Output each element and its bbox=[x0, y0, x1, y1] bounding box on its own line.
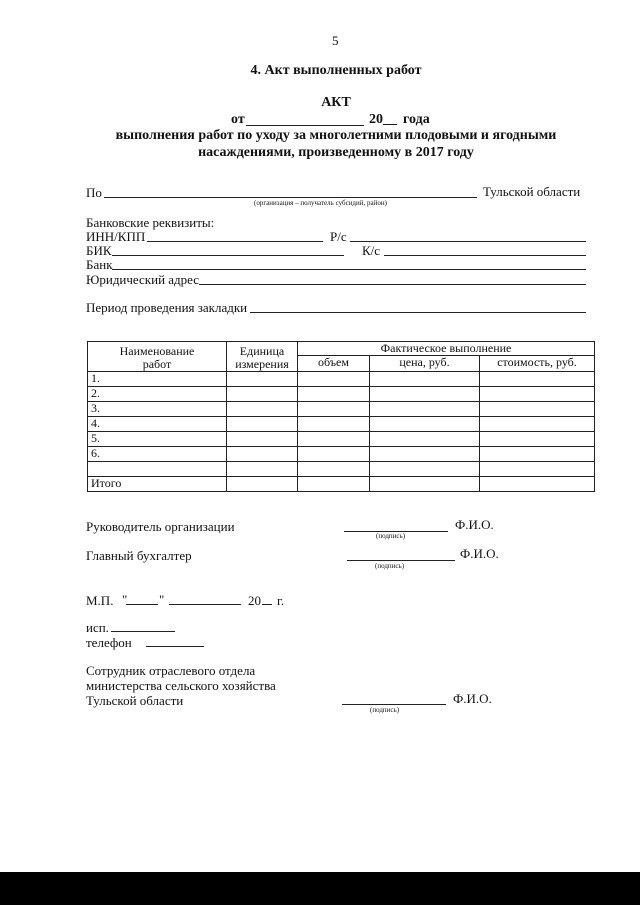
volume-cell[interactable] bbox=[298, 462, 370, 477]
col-fact-header: Фактическое выполнение bbox=[298, 342, 595, 356]
page-number: 5 bbox=[332, 33, 339, 48]
act-date-field[interactable] bbox=[246, 125, 364, 126]
act-subtitle-line2: насаждениями, произведенному в 2017 году bbox=[198, 145, 474, 160]
bik-field[interactable] bbox=[112, 255, 344, 256]
table-row bbox=[88, 372, 595, 387]
accountant-label: Главный бухгалтер bbox=[86, 548, 192, 563]
org-region: Тульской области bbox=[483, 184, 581, 199]
mp-month-field[interactable] bbox=[169, 604, 241, 605]
executor-field[interactable] bbox=[111, 631, 175, 632]
inn-label: ИНН/КПП bbox=[86, 229, 146, 244]
table-row bbox=[88, 387, 595, 402]
col-volume-header: объем bbox=[298, 356, 370, 372]
col-cost-header: стоимость, руб. bbox=[480, 356, 595, 372]
employee-fio: Ф.И.О. bbox=[453, 691, 492, 706]
cost-cell[interactable] bbox=[480, 372, 595, 387]
row-number: 1. bbox=[88, 372, 227, 387]
cost-cell[interactable] bbox=[480, 462, 595, 477]
mp-year-suffix: г. bbox=[277, 593, 285, 608]
employee-line2: министерства сельского хозяйства bbox=[86, 678, 276, 693]
head-fio: Ф.И.О. bbox=[455, 517, 494, 532]
price-cell[interactable] bbox=[370, 402, 480, 417]
table-row bbox=[88, 417, 595, 432]
ks-label: К/с bbox=[362, 243, 381, 258]
price-cell[interactable] bbox=[370, 447, 480, 462]
total-unit-cell[interactable] bbox=[227, 477, 298, 492]
volume-cell[interactable] bbox=[298, 447, 370, 462]
scan-bottom-border bbox=[0, 872, 640, 905]
cost-cell[interactable] bbox=[480, 402, 595, 417]
bank-label: Банк bbox=[86, 257, 113, 272]
address-field[interactable] bbox=[199, 284, 586, 285]
price-cell[interactable] bbox=[370, 372, 480, 387]
unit-cell[interactable] bbox=[227, 402, 298, 417]
unit-cell[interactable] bbox=[227, 387, 298, 402]
employee-sign-hint: (подпись) bbox=[370, 706, 400, 714]
row-number: 6. bbox=[88, 447, 227, 462]
unit-cell[interactable] bbox=[227, 432, 298, 447]
price-cell[interactable] bbox=[370, 462, 480, 477]
employee-line1: Сотрудник отраслевого отдела bbox=[86, 663, 256, 678]
mp-year: 20 bbox=[248, 593, 261, 608]
price-cell[interactable] bbox=[370, 417, 480, 432]
price-cell[interactable] bbox=[370, 387, 480, 402]
volume-cell[interactable] bbox=[298, 402, 370, 417]
col-name-header bbox=[88, 342, 227, 372]
total-label: Итого bbox=[88, 477, 227, 492]
executor-label: исп. bbox=[86, 620, 109, 635]
mp-quote-open: " bbox=[122, 592, 128, 607]
accountant-fio: Ф.И.О. bbox=[460, 546, 499, 561]
bank-heading: Банковские реквизиты: bbox=[86, 215, 215, 230]
row-number: 3. bbox=[88, 402, 227, 417]
volume-cell[interactable] bbox=[298, 417, 370, 432]
col-unit-header-line2: измерения bbox=[235, 357, 289, 371]
act-date-prefix: от bbox=[231, 112, 245, 127]
table-row bbox=[88, 462, 595, 477]
act-subtitle-line1: выполнения работ по уходу за многолетними плодовыми и ягодными bbox=[115, 128, 557, 143]
address-label: Юридический адрес bbox=[86, 272, 200, 287]
cost-cell[interactable] bbox=[480, 387, 595, 402]
unit-cell[interactable] bbox=[227, 462, 298, 477]
unit-cell[interactable] bbox=[227, 372, 298, 387]
bik-label: БИК bbox=[86, 243, 112, 258]
period-label: Период проведения закладки bbox=[86, 300, 248, 315]
phone-field[interactable] bbox=[146, 646, 204, 647]
accountant-sign-field[interactable] bbox=[347, 560, 455, 561]
period-field[interactable] bbox=[250, 312, 586, 313]
org-field[interactable] bbox=[104, 197, 477, 198]
org-hint: (организация – получатель субсидий, район) bbox=[254, 199, 387, 207]
volume-cell[interactable] bbox=[298, 372, 370, 387]
col-name-header-line1: Наименование bbox=[119, 344, 195, 358]
total-volume-cell[interactable] bbox=[298, 477, 370, 492]
col-name-header-line2: работ bbox=[142, 357, 172, 371]
row-number: 2. bbox=[88, 387, 227, 402]
col-unit-header-line1: Единица bbox=[239, 344, 285, 358]
table-total-row bbox=[88, 477, 595, 492]
employee-line3: Тульской области bbox=[86, 693, 184, 708]
volume-cell[interactable] bbox=[298, 432, 370, 447]
cost-cell[interactable] bbox=[480, 432, 595, 447]
table-row bbox=[88, 402, 595, 417]
price-cell[interactable] bbox=[370, 432, 480, 447]
mp-year-field[interactable] bbox=[262, 604, 272, 605]
act-date-year: 20__ bbox=[369, 112, 397, 127]
head-label: Руководитель организации bbox=[86, 519, 235, 534]
row-number: 5. bbox=[88, 432, 227, 447]
org-prefix: По bbox=[86, 185, 102, 200]
row-number bbox=[88, 462, 227, 477]
bank-field[interactable] bbox=[112, 269, 586, 270]
mp-quote-close: " bbox=[159, 592, 165, 607]
table-row bbox=[88, 432, 595, 447]
head-sign-hint: (подпись) bbox=[376, 532, 406, 540]
mp-label: М.П. bbox=[86, 593, 114, 608]
row-number: 4. bbox=[88, 417, 227, 432]
volume-cell[interactable] bbox=[298, 387, 370, 402]
act-title: АКТ bbox=[321, 95, 351, 110]
table-row bbox=[88, 447, 595, 462]
mp-day-field[interactable] bbox=[126, 604, 158, 605]
cost-cell[interactable] bbox=[480, 417, 595, 432]
col-price-header: цена, руб. bbox=[370, 356, 480, 372]
cost-cell[interactable] bbox=[480, 447, 595, 462]
section-title: 4. Акт выполненных работ bbox=[250, 63, 422, 78]
unit-cell[interactable] bbox=[227, 447, 298, 462]
unit-cell[interactable] bbox=[227, 417, 298, 432]
total-cost-cell[interactable] bbox=[480, 477, 595, 492]
accountant-sign-hint: (подпись) bbox=[375, 562, 405, 570]
col-unit-header bbox=[227, 342, 298, 372]
rs-label: Р/с bbox=[330, 229, 347, 244]
total-price-cell[interactable] bbox=[370, 477, 480, 492]
inn-field[interactable] bbox=[147, 241, 323, 242]
phone-label: телефон bbox=[86, 635, 132, 650]
employee-sign-field[interactable] bbox=[342, 704, 446, 705]
ks-field[interactable] bbox=[384, 255, 586, 256]
works-table bbox=[87, 341, 595, 492]
act-date-suffix: года bbox=[403, 112, 430, 127]
rs-field[interactable] bbox=[350, 241, 586, 242]
